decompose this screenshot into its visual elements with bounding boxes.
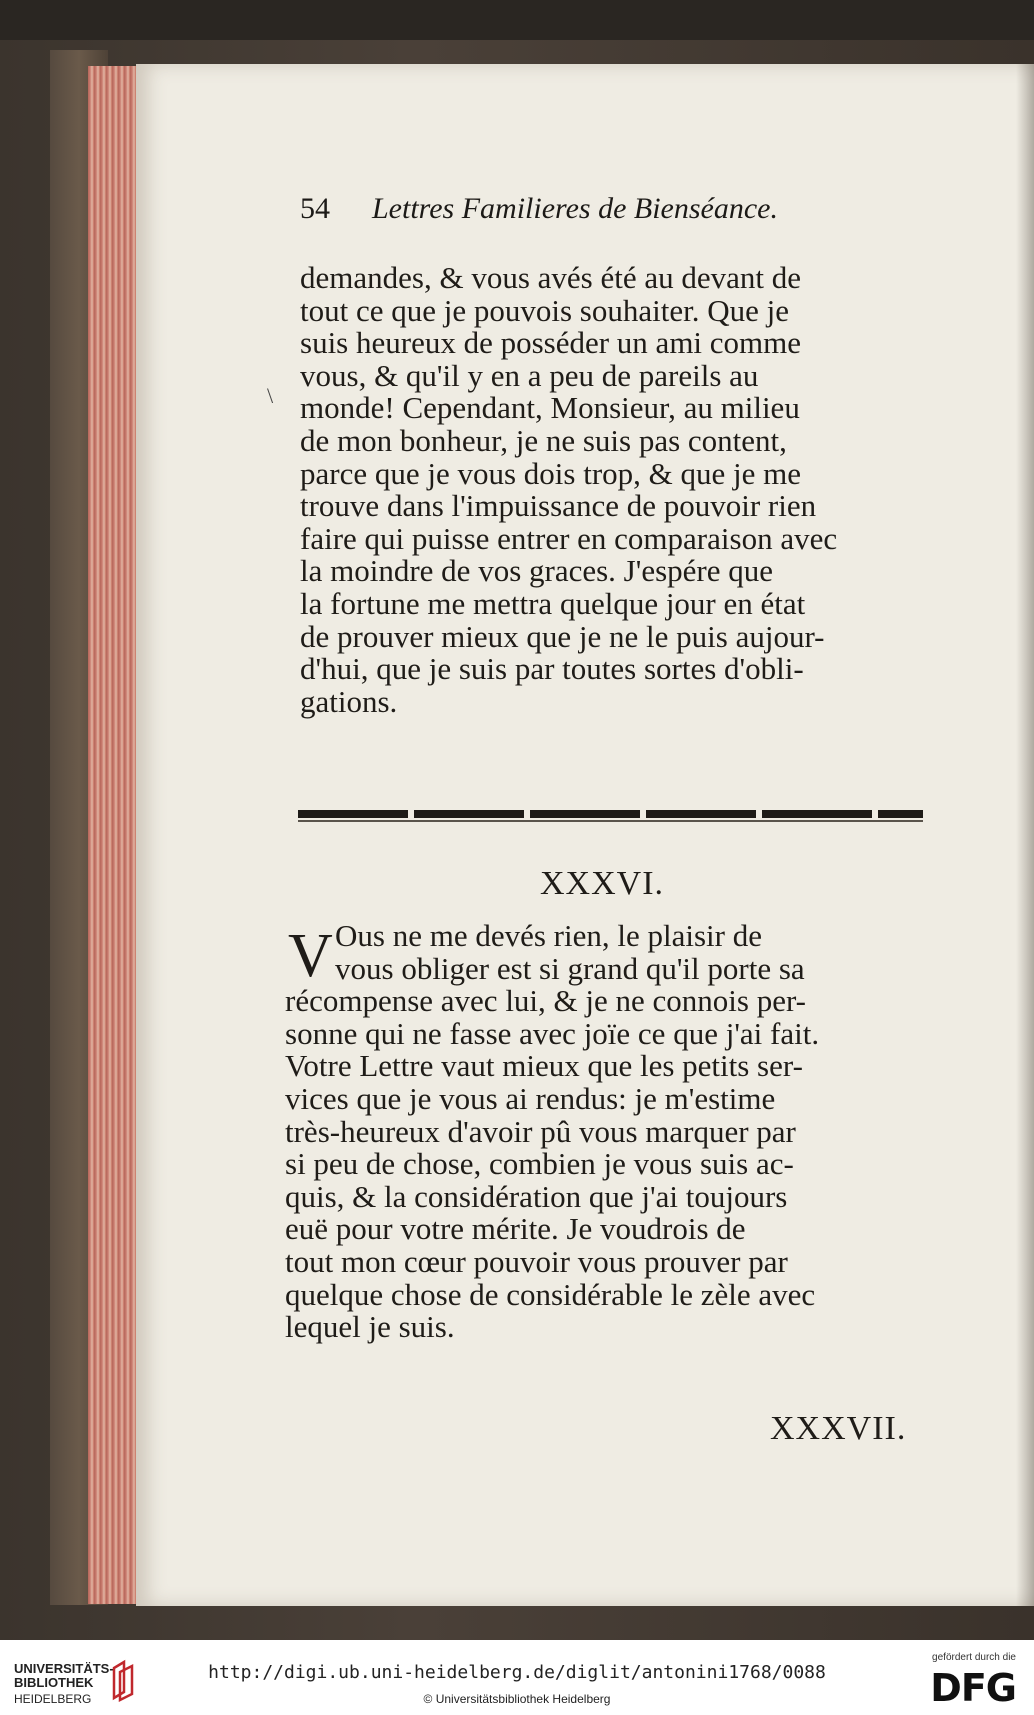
text-line: si peu de chose, combien je vous suis ac-: [285, 1146, 794, 1182]
text-line: suis heureux de posséder un ami comme: [300, 325, 802, 361]
text-line: monde! Cependant, Monsieur, au milieu: [300, 390, 800, 426]
text-line: trouve dans l'impuissance de pouvoir rien: [300, 488, 817, 524]
permalink-url[interactable]: http://digi.ub.uni-heidelberg.de/diglit/antonini1768/0088: [208, 1662, 826, 1683]
text-line: faire qui puisse entrer en comparaison avec: [300, 520, 838, 556]
text-line: récompense avec lui, & je ne connois per-: [285, 983, 807, 1019]
drop-cap: V: [288, 922, 333, 990]
ornamental-rule-underline: [298, 820, 923, 822]
text-line: demandes, & vous avés été au devant de: [300, 260, 801, 295]
text-line: de mon bonheur, je ne suis pas content,: [300, 422, 787, 458]
text-line: tout ce que je pouvois souhaiter. Que je: [300, 292, 789, 328]
paragraph-letter-end: [300, 262, 940, 718]
text-line: très-heureux d'avoir pû vous marquer par: [285, 1113, 796, 1149]
margin-mark: \: [267, 383, 274, 408]
text-line: la moindre de vos graces. J'espére que: [300, 553, 773, 589]
red-page-edges: [88, 66, 136, 1604]
catchword: XXXVII.: [770, 1410, 907, 1447]
text-line: quis, & la considération que j'ai toujours: [285, 1178, 788, 1214]
text-line: de prouver mieux que je ne le puis aujour-: [300, 618, 825, 654]
text-line: lequel je suis.: [285, 1309, 455, 1345]
library-name-line2: BIBLIOTHEK: [14, 1675, 94, 1690]
text-line: sonne qui ne fasse avec joïe ce que j'ai fait.: [285, 1015, 820, 1051]
text-line: d'hui, que je suis par toutes sortes d'obli-: [300, 651, 804, 687]
text-line: la fortune me mettra quelque jour en état: [300, 585, 806, 621]
viewer-footer: [0, 1640, 1034, 1715]
page-header: [300, 192, 860, 232]
section-heading: XXXVI.: [540, 865, 665, 902]
paragraph-letter-xxxvi: [285, 920, 925, 1344]
text-line: Ous ne me devés rien, le plaisir de: [335, 918, 762, 953]
page-number: 54: [300, 192, 330, 225]
dfg-logo: DFG: [930, 1666, 1016, 1710]
text-line: tout mon cœur pouvoir vous prouver par: [285, 1243, 788, 1279]
page-shadow: [1016, 64, 1034, 1606]
copyright-notice: © Universitätsbibliothek Heidelberg: [423, 1692, 611, 1706]
text-line: vices que je vous ai rendus: je m'estime: [285, 1080, 776, 1116]
text-line: Votre Lettre vaut mieux que les petits ser-: [285, 1048, 803, 1084]
text-line: euë pour votre mérite. Je voudrois de: [285, 1211, 746, 1247]
text-line: quelque chose de considérable le zèle avec: [285, 1276, 816, 1312]
ornamental-rule: [298, 810, 923, 818]
text-line: gations.: [300, 683, 398, 719]
funded-by-label: gefördert durch die: [932, 1652, 1016, 1663]
text-line: parce que je vous dois trop, & que je me: [300, 455, 802, 491]
running-title: Lettres Familieres de Bienséance.: [372, 192, 778, 225]
library-city: HEIDELBERG: [14, 1692, 92, 1706]
library-name-line1: UNIVERSITÄTS-: [14, 1661, 114, 1676]
text-line: vous obliger est si grand qu'il porte sa: [335, 950, 805, 986]
text-line: vous, & qu'il y en a peu de pareils au: [300, 357, 759, 393]
